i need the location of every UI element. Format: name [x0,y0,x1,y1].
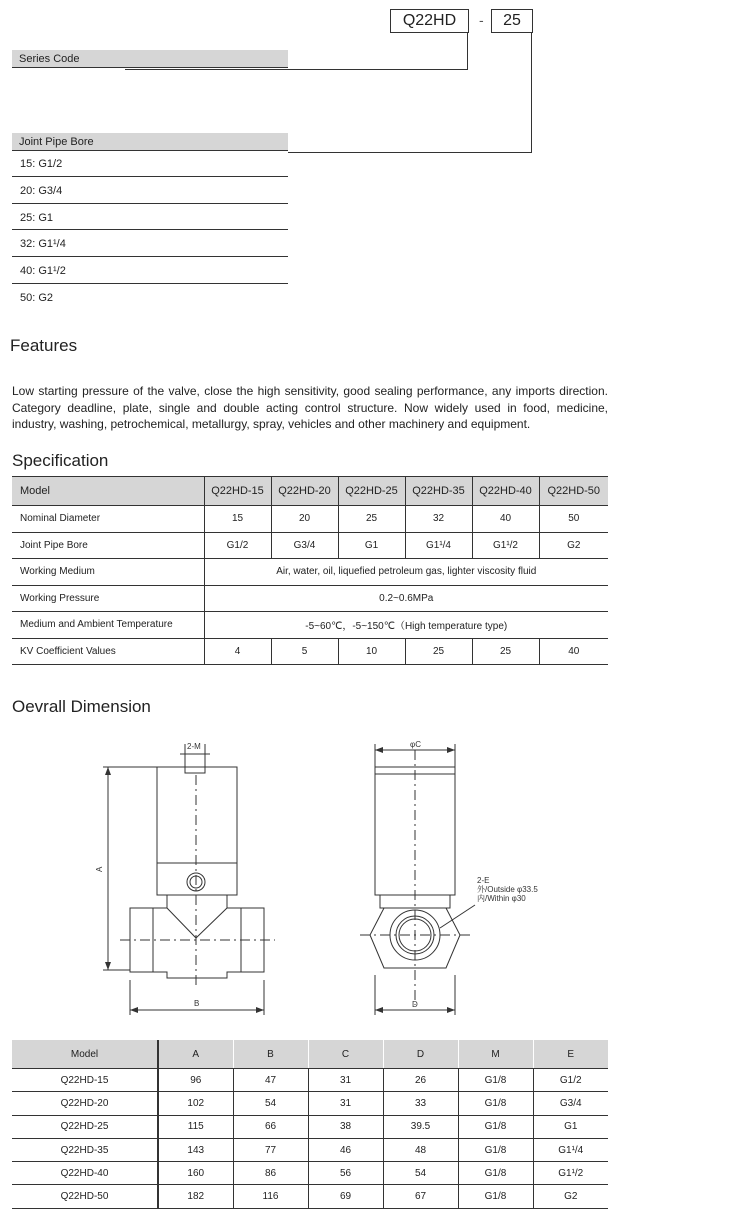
label-c: φC [410,740,421,749]
dim-cell: 54 [233,1092,308,1115]
dim-cell: 77 [233,1138,308,1161]
bore-item: 25: G1 [20,212,54,224]
label-a: A [95,866,104,872]
spec-header-cell: Q22HD-25 [338,477,405,506]
dim-cell: G1¹/2 [533,1162,608,1185]
dim-cell: G1/8 [458,1115,533,1138]
dim-cell: 115 [158,1115,233,1138]
dim-cell: Q22HD-20 [12,1092,158,1115]
dim-cell: G1/8 [458,1162,533,1185]
spec-cell: G1 [338,532,405,559]
dim-cell: 86 [233,1162,308,1185]
dim-cell: 26 [383,1069,458,1092]
series-connector-vertical [467,32,468,69]
spec-row-working-medium [12,559,608,586]
dim-cell: G2 [533,1185,608,1208]
features-text: Low starting pressure of the valve, close the high sensitivity, good sealing performance, any imports direction. Category deadline, plate, single and double acting control structure. Now widely used in food, medicine, industry, washing, petrochemical, metallurgy, spray, vehicles and other machinery and equipment. [12,384,608,431]
dim-cell: 69 [308,1185,383,1208]
dim-cell: 33 [383,1092,458,1115]
spec-cell: G1¹/2 [472,532,539,559]
spec-row-joint-pipe-bore [12,532,608,559]
dimension-table [12,1040,608,1209]
spec-header-model: Model [12,477,204,506]
dim-header-cell: E [533,1040,608,1069]
bore-divider [12,203,288,204]
dim-cell: 38 [308,1115,383,1138]
label-within: 内/Within φ30 [477,894,526,903]
dim-cell: G3/4 [533,1092,608,1115]
dim-cell: 39.5 [383,1115,458,1138]
spec-span-cell: -5~60℃，-5~150℃（High temperature type) [204,612,608,639]
spec-row-temperature [12,612,608,639]
dim-cell: 96 [158,1069,233,1092]
spec-row-kv-coefficient [12,638,608,665]
dim-cell: Q22HD-50 [12,1185,158,1208]
spec-row-label: Working Pressure [12,585,204,612]
dim-cell: 182 [158,1185,233,1208]
bore-item: 15: G1/2 [20,158,63,170]
bore-divider [12,229,288,230]
dim-header-cell: A [158,1040,233,1069]
dim-cell: 47 [233,1069,308,1092]
bore-connector-horizontal [288,152,532,153]
features-title: Features [10,336,78,355]
spec-header-cell: Q22HD-50 [539,477,608,506]
label-b: B [194,999,200,1008]
spec-header-cell: Q22HD-15 [204,477,271,506]
spec-cell: 10 [338,638,405,665]
dim-header-cell: C [308,1040,383,1069]
dim-cell: 160 [158,1162,233,1185]
dim-cell: Q22HD-40 [12,1162,158,1185]
spec-cell: 40 [539,638,608,665]
dim-cell: Q22HD-25 [12,1115,158,1138]
spec-cell: 5 [271,638,338,665]
bore-connector-vertical [531,32,532,152]
dim-cell: G1/2 [533,1069,608,1092]
spec-header-cell: Q22HD-20 [271,477,338,506]
dim-cell: 102 [158,1092,233,1115]
spec-row-label: Joint Pipe Bore [12,532,204,559]
dim-cell: G1 [533,1115,608,1138]
spec-row-label: KV Coefficient Values [12,638,204,665]
spec-span-cell: 0.2~0.6MPa [204,585,608,612]
spec-header-cell: Q22HD-35 [405,477,472,506]
spec-cell: 4 [204,638,271,665]
dim-row [12,1138,608,1161]
dim-cell: 31 [308,1069,383,1092]
dim-cell: G1/8 [458,1069,533,1092]
spec-cell: 20 [271,506,338,533]
label-2m: 2-M [187,742,201,751]
dim-cell: 48 [383,1138,458,1161]
spec-cell: G1/2 [204,532,271,559]
dim-cell: G1¹/4 [533,1138,608,1161]
dim-cell: G1/8 [458,1185,533,1208]
spec-cell: 50 [539,506,608,533]
dim-header-cell: M [458,1040,533,1069]
dim-cell: Q22HD-35 [12,1138,158,1161]
spec-row-label: Nominal Diameter [12,506,204,533]
dimension-drawing [0,730,620,1030]
bore-divider [12,256,288,257]
code-separator: - [479,12,484,28]
spec-cell: G2 [539,532,608,559]
dim-header-cell: B [233,1040,308,1069]
label-outside: 外/Outside φ33.5 [477,885,538,894]
dim-cell: 143 [158,1138,233,1161]
dim-header-cell: D [383,1040,458,1069]
dimension-title: Oevrall Dimension [12,697,151,716]
bore-item: 40: G1¹/2 [20,265,66,277]
label-2e: 2-E [477,876,490,885]
spec-cell: 40 [472,506,539,533]
spec-row-label: Working Medium [12,559,204,586]
dim-cell: Q22HD-15 [12,1069,158,1092]
dim-row [12,1115,608,1138]
bore-code-box: 25 [491,9,533,33]
spec-cell: 15 [204,506,271,533]
series-connector-horizontal [125,69,468,70]
bore-divider [12,176,288,177]
spec-row-nominal-diameter [12,506,608,533]
spec-cell: G1¹/4 [405,532,472,559]
dim-cell: 67 [383,1185,458,1208]
dim-cell: 46 [308,1138,383,1161]
bore-item: 20: G3/4 [20,185,63,197]
dim-cell: G1/8 [458,1092,533,1115]
dim-row [12,1092,608,1115]
spec-row-working-pressure [12,585,608,612]
dim-row [12,1162,608,1185]
dim-header-row [12,1040,608,1069]
series-code-label: Series Code [12,50,288,68]
spec-header-cell: Q22HD-40 [472,477,539,506]
dim-cell: 56 [308,1162,383,1185]
series-code-box: Q22HD [390,9,469,33]
dim-cell: 54 [383,1162,458,1185]
spec-span-cell: Air, water, oil, liquefied petroleum gas, lighter viscosity fluid [204,559,608,586]
label-d: D [412,1000,418,1009]
spec-cell: G3/4 [271,532,338,559]
joint-pipe-bore-label: Joint Pipe Bore [12,133,288,151]
specification-title: Specification [12,451,109,470]
dim-cell: G1/8 [458,1138,533,1161]
spec-cell: 32 [405,506,472,533]
dim-cell: 66 [233,1115,308,1138]
spec-cell: 25 [338,506,405,533]
dim-header-cell: Model [12,1040,158,1069]
spec-header-row [12,477,608,506]
bore-item: 32: G1¹/4 [20,238,66,250]
bore-item: 50: G2 [20,292,54,304]
dim-row [12,1185,608,1208]
dim-cell: 31 [308,1092,383,1115]
spec-row-label: Medium and Ambient Temperature [12,612,204,639]
spec-cell: 25 [472,638,539,665]
dim-cell: 116 [233,1185,308,1208]
specification-table [12,476,608,665]
bore-divider [12,283,288,284]
dim-row [12,1069,608,1092]
spec-cell: 25 [405,638,472,665]
